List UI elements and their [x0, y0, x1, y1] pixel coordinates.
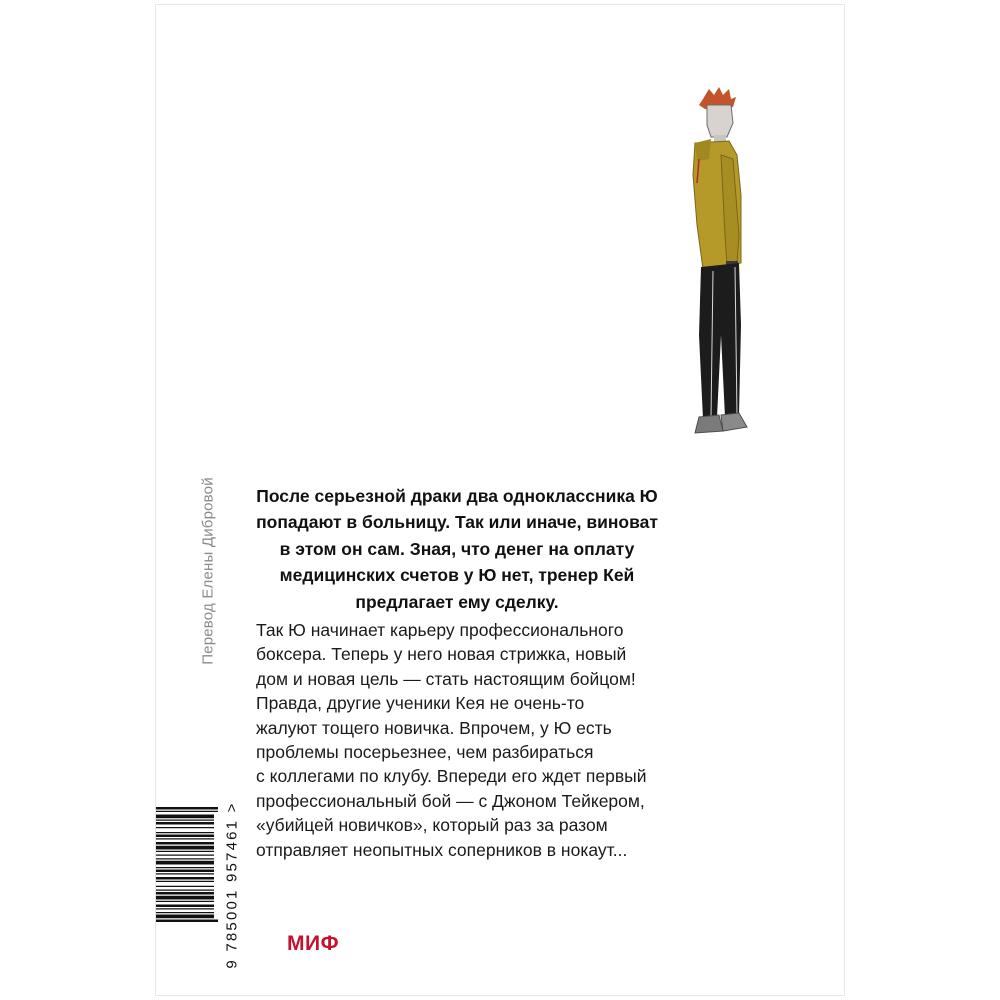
barcode-bar: [156, 861, 214, 865]
barcode-bar: [156, 908, 214, 909]
barcode-bar: [156, 855, 214, 856]
barcode-bar: [156, 807, 218, 810]
barcode: [156, 805, 218, 975]
barcode-bar: [156, 838, 214, 839]
barcode-bar: [156, 832, 214, 833]
blurb-body-line: «убийцей новичков», который раз за разом: [256, 815, 608, 836]
blurb-body-line: проблемы посерьезнее, чем разбираться: [256, 742, 594, 763]
barcode-bar: [156, 851, 214, 852]
blurb-body-paragraph: [256, 618, 646, 862]
barcode-bar: [156, 815, 214, 819]
barcode-bar: [156, 873, 214, 874]
barcode-bar: [156, 920, 218, 923]
blurb-lead-line: попадают в больницу. Так или иначе, виноват: [256, 512, 658, 533]
blurb-lead-line: медицинских счетов у Ю нет, тренер Кей: [279, 565, 635, 586]
blurb-lead-line: предлагает ему сделку.: [355, 591, 559, 612]
isbn-digits-text: 9 785001 957461 >: [223, 801, 241, 969]
barcode-bar: [156, 896, 214, 900]
barcode-bar: [156, 820, 214, 821]
blurb-body-line: Так Ю начинает карьеру профессионального: [256, 620, 624, 640]
barcode-bar: [156, 846, 214, 850]
publisher-logo: МИФ: [287, 932, 340, 955]
barcode-bar: [156, 867, 214, 868]
barcode-bar: [156, 870, 214, 873]
blurb-body-line: жалуют тощего новичка. Впрочем, у Ю есть: [256, 717, 612, 738]
barcode-bar: [156, 912, 214, 913]
blurb-lead-line: После серьезной драки два одноклассника Ю: [256, 486, 658, 506]
blurb-body-line: Правда, другие ученики Кея не очень-то: [256, 693, 585, 714]
blurb-body-line: дом и новая цель — стать настоящим бойцом!: [256, 668, 636, 689]
barcode-bar: [156, 842, 214, 845]
barcode-bar: [156, 886, 214, 887]
barcode-bar: [156, 858, 214, 859]
barcode-bar: [156, 835, 214, 838]
barcode-bar: [156, 811, 218, 812]
barcode-bar: [156, 905, 214, 908]
barcode-bar: [156, 827, 214, 828]
barcode-bar: [156, 901, 214, 902]
blurb-body-line: отправляет неопытных соперников в нокаут...: [256, 839, 628, 860]
barcode-bars: [156, 807, 218, 922]
blurb-body-line: профессиональный бой — с Джоном Тейкером,: [256, 790, 645, 811]
blurb-body-line: боксера. Теперь у него новая стрижка, новый: [256, 644, 627, 665]
book-back-cover: [156, 5, 844, 995]
barcode-bar: [156, 915, 214, 919]
barcode-bar: [156, 881, 214, 882]
blurb-lead-paragraph: [242, 483, 672, 615]
barcode-bar: [156, 890, 214, 891]
barcode-bar: [156, 892, 214, 895]
blurb-lead-line: в этом он сам. Зная, что денег на оплату: [279, 538, 635, 559]
translator-credit-text: Перевод Елены Дибровой: [199, 477, 217, 665]
barcode-bar: [156, 822, 214, 825]
barcode-bar: [156, 877, 214, 880]
blurb-body-line: с коллегами по клубу. Впереди его ждет первый: [256, 766, 647, 787]
character-illustration: [681, 85, 761, 445]
